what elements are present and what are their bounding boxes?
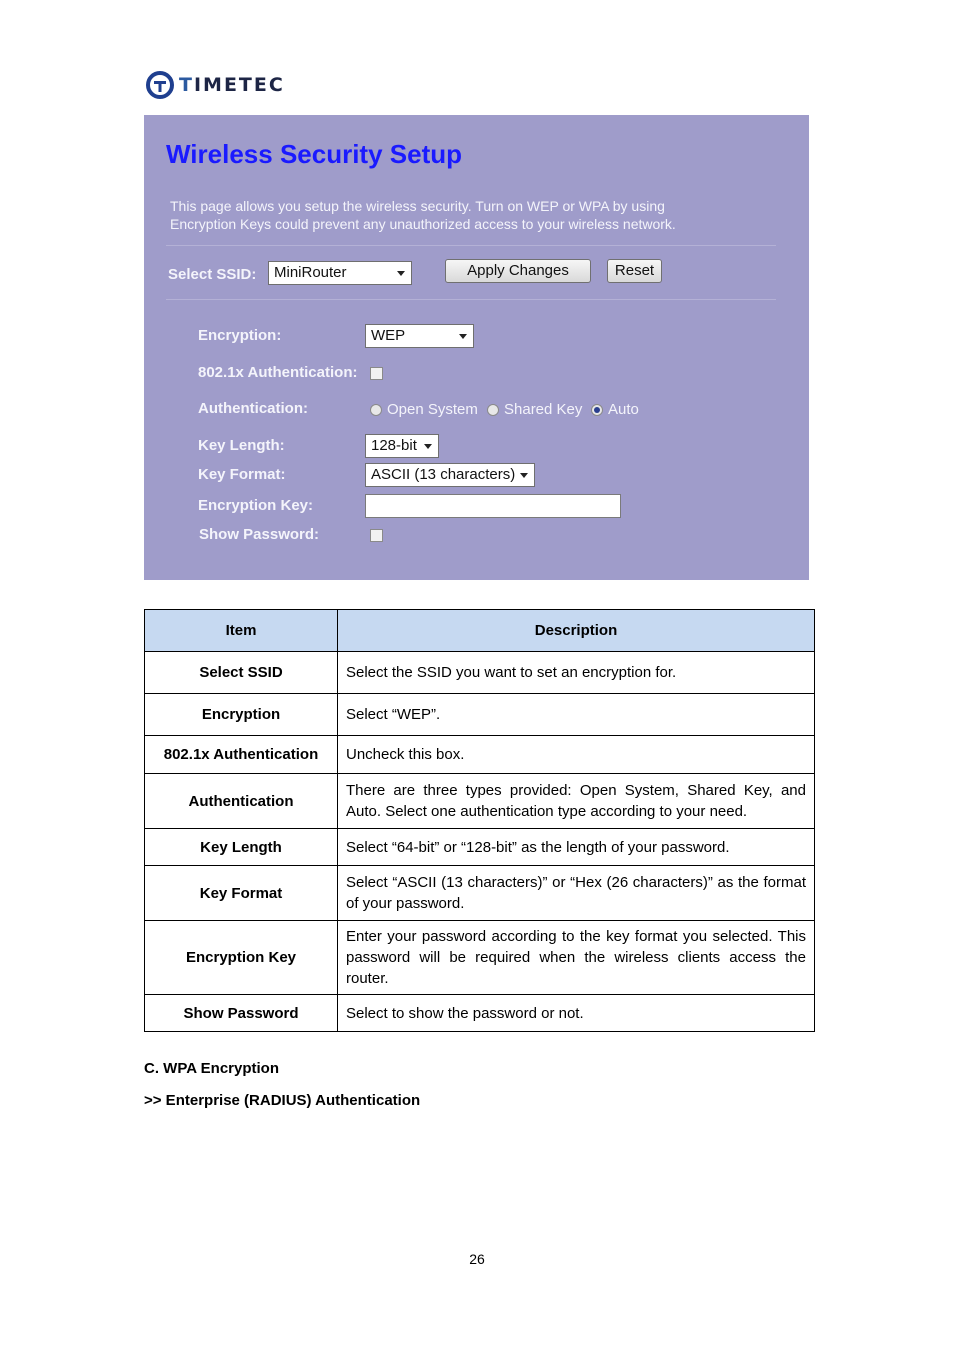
table-row xyxy=(145,829,815,866)
table-row xyxy=(145,652,815,694)
auth-8021x-checkbox[interactable] xyxy=(370,367,383,380)
header-item: Item xyxy=(145,610,338,652)
row-item: Authentication xyxy=(145,774,338,829)
shared-key-label: Shared Key xyxy=(504,401,583,418)
row-description: Enter your password according to the key format you selected. This password will be required when the wireless clients access the router. xyxy=(338,921,815,995)
timetec-logo xyxy=(145,69,285,101)
row-description: Select “64-bit” or “128-bit” as the length of your password. xyxy=(338,829,815,866)
logo-text: TIMETEC xyxy=(179,74,285,96)
key-format-label: Key Format: xyxy=(198,466,286,483)
timetec-ring-logo-icon xyxy=(145,70,175,100)
key-length-select[interactable] xyxy=(365,434,439,458)
subsection-heading: >> Enterprise (RADIUS) Authentication xyxy=(144,1092,421,1109)
show-password-checkbox[interactable] xyxy=(370,529,383,542)
chevron-down-icon xyxy=(424,444,432,449)
header-description: Description xyxy=(338,610,815,652)
apply-changes-button[interactable]: Apply Changes xyxy=(445,259,591,283)
row-item: Key Format xyxy=(145,866,338,921)
divider xyxy=(166,245,776,246)
row-description: Select “WEP”. xyxy=(338,694,815,736)
row-item: 802.1x Authentication xyxy=(145,736,338,774)
description-table xyxy=(144,609,815,1032)
table-row xyxy=(145,694,815,736)
wireless-security-panel xyxy=(144,115,809,580)
show-password-label: Show Password: xyxy=(199,526,320,543)
encryption-key-label: Encryption Key: xyxy=(198,497,314,514)
key-length-select-value: 128-bit xyxy=(371,437,417,454)
table-row xyxy=(145,866,815,921)
auth-8021x-label: 802.1x Authentication: xyxy=(198,364,358,381)
encryption-label: Encryption: xyxy=(198,327,282,344)
key-length-label: Key Length: xyxy=(198,437,285,454)
row-description: Select the SSID you want to set an encryption for. xyxy=(338,652,815,694)
open-system-label: Open System xyxy=(387,401,478,418)
table-row xyxy=(145,921,815,995)
row-item: Encryption Key xyxy=(145,921,338,995)
ssid-select[interactable] xyxy=(268,261,412,285)
authentication-label: Authentication: xyxy=(198,400,308,417)
chevron-down-icon xyxy=(459,334,467,339)
select-ssid-label: Select SSID: xyxy=(168,266,257,283)
table-row xyxy=(145,736,815,774)
row-description: Select “ASCII (13 characters)” or “Hex (26 characters)” as the format of your password. xyxy=(338,866,815,921)
auto-label: Auto xyxy=(608,401,639,418)
row-item: Select SSID xyxy=(145,652,338,694)
panel-intro: This page allows you setup the wireless security. Turn on WEP or WPA by using Encryption Keys could prevent any unauthorized access to your wireless network. xyxy=(170,198,676,232)
key-format-select[interactable] xyxy=(365,463,535,487)
shared-key-radio[interactable] xyxy=(487,404,499,416)
row-description: Select to show the password or not. xyxy=(338,995,815,1032)
key-format-select-value: ASCII (13 characters) xyxy=(371,466,516,483)
chevron-down-icon xyxy=(397,271,405,276)
table-header-row xyxy=(145,610,815,652)
encryption-key-input[interactable] xyxy=(365,494,621,518)
row-description: Uncheck this box. xyxy=(338,736,815,774)
open-system-radio[interactable] xyxy=(370,404,382,416)
page-number: 26 xyxy=(469,1251,485,1267)
encryption-select[interactable] xyxy=(365,324,474,348)
table-row xyxy=(145,774,815,829)
row-item: Show Password xyxy=(145,995,338,1032)
divider xyxy=(166,299,776,300)
auto-radio[interactable] xyxy=(591,404,603,416)
ssid-select-value: MiniRouter xyxy=(274,264,347,281)
encryption-select-value: WEP xyxy=(371,327,406,344)
reset-button[interactable]: Reset xyxy=(607,259,662,283)
section-heading: C. WPA Encryption xyxy=(144,1060,279,1077)
table-row xyxy=(145,995,815,1032)
row-item: Key Length xyxy=(145,829,338,866)
row-description: There are three types provided: Open System, Shared Key, and Auto. Select one authentication type according to your need. xyxy=(338,774,815,829)
chevron-down-icon xyxy=(520,473,528,478)
row-item: Encryption xyxy=(145,694,338,736)
panel-title: Wireless Security Setup xyxy=(166,139,462,169)
